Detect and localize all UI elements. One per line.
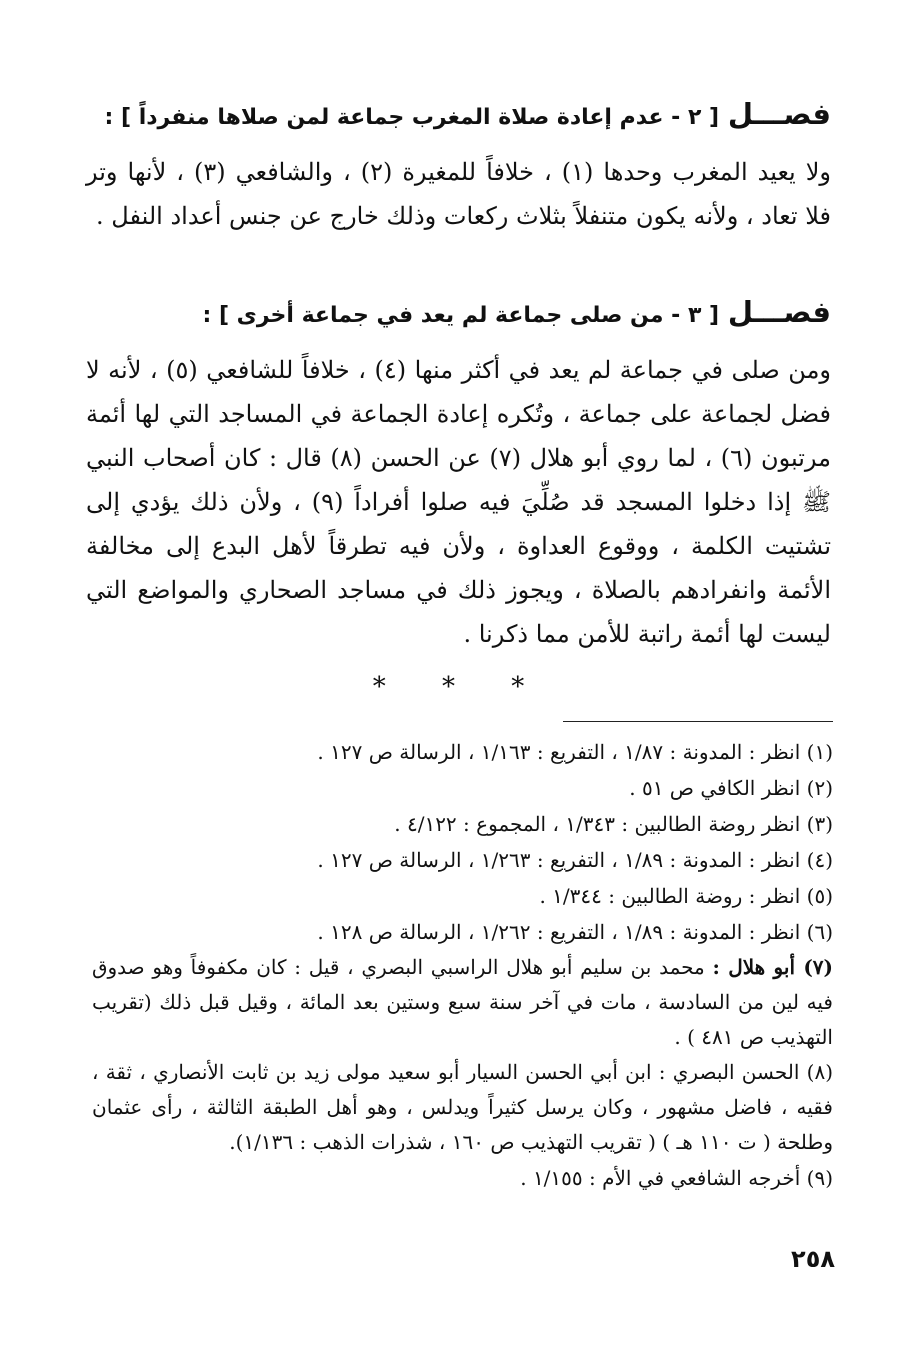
section-2: [86, 96, 831, 238]
section-3-heading: [86, 294, 831, 334]
section-3-heading-title: [ ٣ - من صلى جماعة لم يعد في جماعة أخرى ] :: [202, 303, 720, 328]
separator-star: *: [372, 672, 386, 702]
footnote-divider: [563, 721, 833, 722]
section-2-heading: [86, 96, 831, 136]
section-3-paragraph: ومن صلى في جماعة لم يعد في أكثر منها (٤) ، خلافاً للشافعي (٥) ، لأنه لا فضل لجماعة على جماعة ، وتُكره إعادة الجماعة في المساجد التي لها أئمة مرتبون (٦) ، لما روي أبو هلال (٧) عن الحسن (٨) قال : كان أصحاب النبي ﷺ إذا دخلوا المسجد قد صُلِّيَ فيه صلوا أفراداً (٩) ، ولأن ذلك يؤدي إلى تشتيت الكلمة ، ووقوع العداوة ، ولأن فيه تطرقاً لأهل البدع إلى مخالفة الأئمة وانفرادهم بالصلاة ، ويجوز ذلك في مساجد الصحاري والمواضع التي ليست لها أئمة راتبة للأمن مما ذكرنا .: [86, 356, 832, 648]
footnote-7-text: محمد بن سليم أبو هلال الراسبي البصري ، قيل : كان مكفوفاً وهو صدوق فيه لين من السادسة ، مات في آخر سنة سبع وستين بعد المائة ، وقيل قبل ذلك (تقريب التهذيب ص ٤٨١ ) .: [92, 955, 833, 1049]
section-2-paragraph: ولا يعيد المغرب وحدها (١) ، خلافاً للمغيرة (٢) ، والشافعي (٣) ، لأنها وتر فلا تعاد ، ولأنه يكون متنفلاً بثلاث ركعات وذلك خارج عن جنس أعداد النفل .: [86, 158, 831, 230]
footnote-1: (١) انظر : المدونة : ١/٨٧ ، التفريع : ١/١٦٣ ، الرسالة ص ١٢٧ .: [317, 740, 833, 764]
section-2-heading-title: [ ٢ - عدم إعادة صلاة المغرب جماعة لمن صلاها منفرداً ] :: [104, 105, 720, 130]
page-number: ٢٥٨: [791, 1245, 835, 1273]
footnote-6: (٦) انظر : المدونة : ١/٨٩ ، التفريع : ١/٢٦٢ ، الرسالة ص ١٢٨ .: [317, 920, 833, 944]
separator-star: *: [511, 672, 525, 702]
footnote-8: (٨) الحسن البصري : ابن أبي الحسن السيار أبو سعيد مولى زيد بن ثابت الأنصاري ، ثقة ، فقيه ، فاضل مشهور ، وكان يرسل كثيراً ويدلس ، وهو أهل الطبقة الثالثة ، رأى عثمان وطلحة ( ت ١١٠ هـ ) ( تقريب التهذيب ص ١٦٠ ، شذرات الذهب : ١/١٣٦).: [92, 1060, 833, 1154]
section-2-heading-label: فصـــل: [727, 97, 831, 131]
section-3-heading-label: فصـــل: [727, 295, 831, 329]
footnote-7: [92, 950, 833, 1055]
footnote-9: (٩) أخرجه الشافعي في الأم : ١/١٥٥ .: [520, 1166, 833, 1190]
section-separator: [0, 672, 897, 702]
separator-star: *: [442, 672, 455, 702]
footnote-4: (٤) انظر : المدونة : ١/٨٩ ، التفريع : ١/٢٦٣ ، الرسالة ص ١٢٧ .: [317, 848, 833, 872]
footnote-5: (٥) انظر : روضة الطالبين : ١/٣٤٤ .: [539, 884, 833, 908]
footnote-3: (٣) انظر روضة الطالبين : ١/٣٤٣ ، المجموع : ٤/١٢٢ .: [394, 812, 833, 836]
footnote-7-lead: (٧) أبو هلال :: [712, 955, 834, 979]
footnote-2: (٢) انظر الكافي ص ٥١ .: [629, 776, 833, 800]
section-3: [86, 294, 831, 656]
footnotes: [92, 734, 833, 1196]
